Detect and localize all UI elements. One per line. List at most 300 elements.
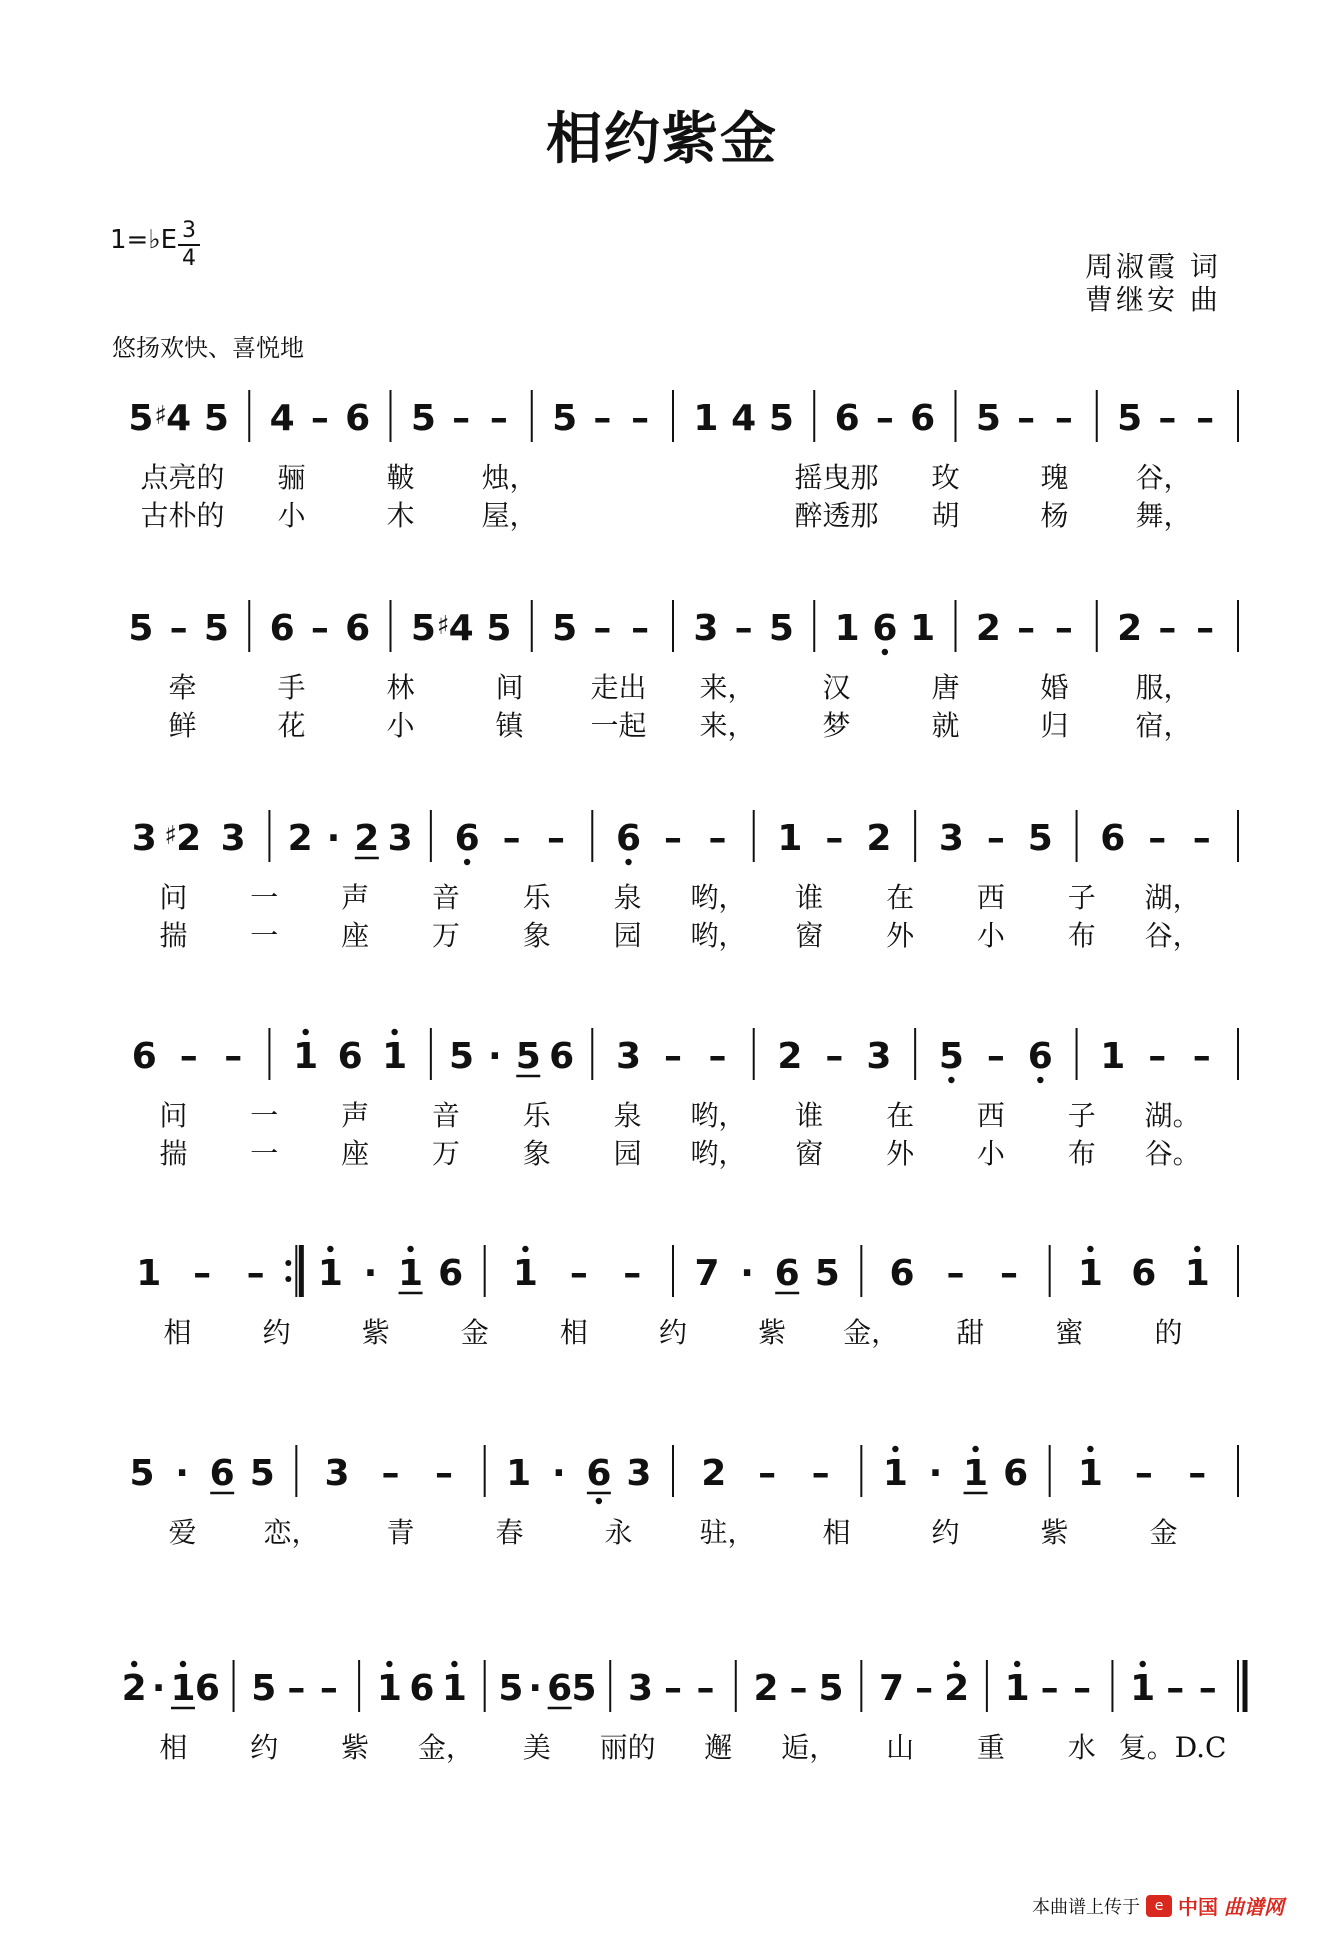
dash-mark: –: [193, 1253, 212, 1294]
lyric-syllable: 杨: [1040, 499, 1069, 532]
note-digit: 6: [209, 1453, 235, 1494]
dot-mark: ·: [551, 1453, 566, 1494]
note-digit: 2: [944, 1668, 970, 1709]
note-digit: 2: [701, 1453, 727, 1494]
lyric-syllable: 乐: [522, 1099, 551, 1132]
lyric-syllable: 泉: [613, 881, 642, 914]
lyric-syllable: 座: [341, 1137, 370, 1170]
lyric-syllable: 骊: [277, 461, 306, 494]
note-digit: 3: [131, 818, 157, 859]
dash-mark: –: [734, 608, 753, 649]
lyric-syllable: 烛，: [481, 461, 538, 494]
sharp-icon: ♯: [164, 821, 178, 851]
lyric-line: [0, 494, 1324, 532]
note-digit: 6: [889, 1253, 915, 1294]
dash-mark: –: [489, 398, 508, 439]
lyric-syllable: 音: [431, 1099, 460, 1132]
note-digit: 6: [454, 818, 480, 859]
lyric-syllable: 归: [1040, 709, 1069, 742]
dash-mark: –: [631, 608, 650, 649]
high-octave-dot: [327, 1246, 333, 1252]
note-digit: 2: [287, 818, 313, 859]
high-octave-dot: [1014, 1661, 1020, 1667]
dash-mark: –: [1054, 608, 1073, 649]
lyric-syllable: 谷，: [1144, 919, 1201, 952]
lyric-syllable: 谁: [795, 1099, 824, 1132]
lyric-syllable: 相: [159, 1731, 188, 1764]
lyric-syllable: 子: [1067, 881, 1096, 914]
note-digit: 5: [449, 1036, 475, 1077]
note-digit: 1: [382, 1036, 408, 1077]
note-digit: 6: [615, 818, 642, 859]
lyric-syllable: 重: [976, 1731, 1005, 1764]
lyric-syllable: 园: [613, 919, 642, 952]
lyric-line: [0, 914, 1324, 952]
dash-mark: –: [1192, 1036, 1211, 1077]
site-footer: [1032, 1891, 1284, 1920]
lyric-syllable: 醉透那: [794, 499, 879, 532]
note-digit: 5: [251, 1668, 277, 1709]
lyric-syllable: 唐: [931, 671, 960, 704]
lyric-syllable: 金，: [417, 1731, 474, 1764]
dash-mark: –: [696, 1668, 715, 1709]
lyric-syllable: 永: [604, 1516, 633, 1549]
note-digit: 1: [963, 1453, 989, 1494]
note-digit: 6: [438, 1253, 464, 1294]
note-digit: 1: [1077, 1253, 1103, 1294]
note-digit: 2: [753, 1668, 779, 1709]
sharp-icon: ♯: [154, 401, 167, 431]
tempo-marking: 悠扬欢快、喜悦地: [112, 334, 304, 362]
dash-mark: –: [547, 818, 566, 859]
note-digit: 3: [627, 1668, 654, 1709]
note-digit: 1: [398, 1253, 424, 1294]
note-digit: 1: [376, 1668, 402, 1709]
lyric-syllable: 梦: [822, 709, 851, 742]
lyric-syllable: 谷。: [1144, 1137, 1201, 1170]
low-octave-dot: [464, 859, 470, 865]
lyric-syllable: 宿，: [1135, 709, 1192, 742]
note-digit: 5: [203, 398, 229, 439]
note-digit: 2: [176, 818, 202, 859]
note-digit: 1: [1184, 1253, 1210, 1294]
note-digit: 6: [547, 1668, 573, 1709]
dash-mark: –: [1054, 398, 1073, 439]
note-digit: 5: [552, 398, 578, 439]
key-signature: 1=♭E: [110, 225, 178, 255]
lyric-syllable: 乐: [522, 881, 551, 914]
note-digit: 5: [486, 608, 512, 649]
note-digit: 1: [317, 1253, 343, 1294]
note-digit: 1: [834, 608, 860, 649]
note-digit: 1: [882, 1453, 908, 1494]
note-digit: 6: [834, 398, 860, 439]
lyric-syllable: 布: [1067, 919, 1096, 952]
note-digit: 2: [777, 1036, 803, 1077]
lyric-syllable: 布: [1067, 1137, 1096, 1170]
dash-mark: –: [1192, 818, 1211, 859]
dash-mark: –: [708, 818, 727, 859]
time-bottom: 4: [182, 246, 196, 271]
dot-mark: ·: [488, 1036, 502, 1077]
note-digit: 6: [131, 1036, 157, 1077]
note-digit: 6: [1131, 1253, 1157, 1294]
note-digit: 1: [1130, 1668, 1156, 1709]
lyric-syllable: 屋，: [481, 499, 538, 532]
high-octave-dot: [391, 1029, 397, 1035]
brand-name-b: 曲谱网: [1224, 1895, 1284, 1919]
note-digit: 6: [586, 1453, 612, 1494]
note-digit: 6: [1027, 1036, 1053, 1077]
dot-mark: ·: [363, 1253, 378, 1294]
lyric-syllable: 园: [613, 1137, 642, 1170]
lyric-syllable: 谁: [795, 881, 824, 914]
dash-mark: –: [758, 1453, 777, 1494]
note-digit: 7: [879, 1668, 905, 1709]
dash-mark: –: [825, 1036, 844, 1077]
dash-mark: –: [664, 818, 682, 859]
lyric-syllable: 春: [495, 1516, 524, 1549]
dash-mark: –: [1134, 1453, 1153, 1494]
high-octave-dot: [1087, 1446, 1093, 1452]
lyric-syllable: 走出: [590, 671, 647, 704]
note-digit: 1: [1077, 1453, 1103, 1494]
lyric-syllable: 牵: [168, 671, 197, 704]
lyric-syllable: 手: [277, 671, 306, 704]
lyric-syllable: 玫: [931, 461, 960, 494]
lyric-syllable: 约: [262, 1316, 291, 1349]
lyric-syllable: 在: [886, 881, 915, 914]
notation-row: [0, 790, 1324, 880]
note-digit: 6: [345, 398, 371, 439]
lyric-syllable: 西: [976, 1099, 1005, 1132]
lyric-syllable: 甜: [956, 1316, 985, 1349]
dot-mark: ·: [175, 1453, 189, 1494]
lyric-syllable: 胡: [931, 499, 960, 532]
lyric-line: [0, 1726, 1324, 1764]
sharp-icon: ♯: [436, 611, 450, 641]
dash-mark: –: [287, 1668, 306, 1709]
lyricist-credit: 周淑霞 词: [1085, 250, 1221, 283]
note-digit: 4: [269, 398, 295, 439]
dash-mark: –: [664, 1668, 682, 1709]
note-digit: 2: [121, 1668, 147, 1709]
dash-mark: –: [1017, 398, 1036, 439]
dash-mark: –: [631, 398, 650, 439]
time-top: 3: [182, 218, 196, 243]
lyric-syllable: 林: [386, 671, 415, 704]
note-digit: 6: [345, 608, 371, 649]
note-digit: 3: [693, 608, 719, 649]
note-digit: 5: [128, 608, 154, 649]
dash-mark: –: [434, 1453, 453, 1494]
lyric-syllable: 就: [931, 709, 960, 742]
lyric-syllable: 爱: [168, 1516, 197, 1549]
lyric-syllable: 点亮的: [140, 461, 225, 494]
lyric-syllable: 驻，: [699, 1516, 756, 1549]
lyric-syllable: 一: [250, 1137, 279, 1170]
lyric-syllable: 哟，: [690, 1137, 747, 1170]
dash-mark: –: [169, 608, 188, 649]
dash-mark: –: [1198, 1668, 1217, 1709]
high-octave-dot: [451, 1661, 457, 1667]
lyric-line: [0, 1132, 1324, 1170]
notation-row: [0, 1425, 1324, 1515]
note-digit: 2: [866, 818, 892, 859]
dash-mark: –: [946, 1253, 965, 1294]
dash-mark: –: [825, 818, 844, 859]
upload-note: 本曲谱上传于: [1032, 1896, 1140, 1918]
lyric-line: [0, 1094, 1324, 1132]
dot-mark: ·: [151, 1668, 166, 1709]
dash-mark: –: [1148, 1036, 1167, 1077]
lyric-syllable: 青: [386, 1516, 415, 1549]
high-octave-dot: [1140, 1661, 1146, 1667]
lyric-syllable: 揣: [159, 1137, 188, 1170]
note-digit: 5: [814, 1253, 840, 1294]
note-digit: 1: [512, 1253, 538, 1294]
lyric-syllable: 来，: [699, 709, 756, 742]
high-octave-dot: [1194, 1246, 1200, 1252]
dash-mark: –: [1158, 608, 1177, 649]
note-digit: 5: [498, 1668, 524, 1709]
lyric-syllable: 水: [1067, 1731, 1096, 1764]
note-digit: 1: [693, 398, 719, 439]
note-digit: 5: [552, 608, 578, 649]
lyric-syllable: 摇曳那: [794, 461, 879, 494]
dot-mark: ·: [326, 818, 341, 859]
lyric-syllable: 湖，: [1144, 881, 1201, 914]
lyric-syllable: 小: [976, 1137, 1005, 1170]
low-octave-dot: [882, 649, 888, 655]
dash-mark: –: [1188, 1453, 1207, 1494]
dash-mark: –: [310, 398, 329, 439]
lyric-syllable: 子: [1067, 1099, 1096, 1132]
lyric-syllable: 泉: [613, 1099, 642, 1132]
note-digit: 2: [354, 818, 380, 859]
lyric-line: [0, 456, 1324, 494]
dash-mark: –: [1040, 1668, 1059, 1709]
lyric-syllable: 一起: [590, 709, 647, 742]
dash-mark: –: [310, 608, 329, 649]
dash-mark: –: [1166, 1668, 1185, 1709]
note-digit: 5: [249, 1453, 275, 1494]
high-octave-dot: [302, 1029, 308, 1035]
note-digit: 6: [269, 608, 295, 649]
note-digit: 5: [1027, 818, 1053, 859]
lyric-syllable: 紫: [361, 1316, 390, 1349]
dash-mark: –: [593, 608, 612, 649]
lyric-syllable: 相: [163, 1316, 192, 1349]
note-digit: 5: [203, 608, 229, 649]
dash-mark: –: [811, 1453, 830, 1494]
site-logo-icon: e: [1146, 1895, 1172, 1917]
high-octave-dot: [1087, 1246, 1093, 1252]
dash-mark: –: [569, 1253, 588, 1294]
dash-mark: –: [1196, 398, 1215, 439]
lyric-syllable: 小: [386, 709, 415, 742]
note-digit: 3: [626, 1453, 652, 1494]
lyric-syllable: 揣: [159, 919, 188, 952]
high-octave-dot: [180, 1661, 186, 1667]
lyric-syllable: 婚: [1040, 671, 1069, 704]
low-octave-dot: [948, 1077, 954, 1083]
note-digit: 3: [615, 1036, 642, 1077]
lyric-syllable: 来，: [699, 671, 756, 704]
note-digit: 1: [293, 1036, 319, 1077]
composer-credit: 曹继安 曲: [1085, 283, 1221, 316]
note-digit: 5: [938, 1036, 964, 1077]
lyric-syllable: 相: [822, 1516, 851, 1549]
lyric-syllable: 在: [886, 1099, 915, 1132]
lyric-syllable: 哟，: [690, 881, 747, 914]
lyric-syllable: 窗: [795, 919, 824, 952]
note-digit: 3: [387, 818, 413, 859]
note-digit: 6: [910, 398, 936, 439]
lyric-syllable: 一: [250, 881, 279, 914]
note-digit: 2: [975, 608, 1001, 649]
lyric-syllable: 象: [522, 1137, 551, 1170]
song-title: 相约紫金: [546, 106, 778, 172]
note-digit: 1: [170, 1668, 196, 1709]
lyric-syllable: 一: [250, 919, 279, 952]
note-digit: 4: [448, 608, 474, 649]
lyric-syllable: 小: [277, 499, 306, 532]
notation-row: [0, 1225, 1324, 1315]
lyric-syllable: 音: [431, 881, 460, 914]
high-octave-dot: [972, 1446, 978, 1452]
note-digit: 4: [731, 398, 757, 439]
lyric-syllable: 约: [931, 1516, 960, 1549]
high-octave-dot: [386, 1661, 392, 1667]
low-octave-dot: [596, 1498, 602, 1504]
lyric-syllable: 间: [495, 671, 524, 704]
lyric-syllable: 汉: [822, 671, 851, 704]
note-digit: 1: [777, 818, 803, 859]
high-octave-dot: [953, 1661, 959, 1667]
note-digit: 5: [129, 1453, 155, 1494]
dash-mark: –: [1073, 1668, 1092, 1709]
lyric-syllable: 万: [431, 1137, 460, 1170]
lyric-syllable: 相: [559, 1316, 588, 1349]
note-digit: 5: [768, 398, 794, 439]
note-digit: 4: [166, 398, 192, 439]
note-digit: 1: [1004, 1668, 1030, 1709]
dash-mark: –: [452, 398, 471, 439]
lyric-syllable: 镇: [495, 709, 524, 742]
note-digit: 3: [324, 1453, 350, 1494]
lyric-syllable: 象: [522, 919, 551, 952]
note-digit: 5: [1117, 398, 1143, 439]
lyric-line: [0, 704, 1324, 742]
high-octave-dot: [522, 1246, 528, 1252]
dash-mark: –: [1158, 398, 1177, 439]
lyric-syllable: 问: [159, 881, 188, 914]
lyric-line: [0, 1511, 1324, 1549]
brand-name-a: 中国: [1178, 1895, 1218, 1919]
lyric-syllable: 西: [976, 881, 1005, 914]
dot-mark: ·: [740, 1253, 754, 1294]
lyric-syllable: 湖。: [1144, 1099, 1201, 1132]
dash-mark: –: [875, 398, 894, 439]
lyric-syllable: 美: [522, 1731, 551, 1764]
note-digit: 5: [410, 608, 436, 649]
repeat-dot: [285, 1276, 291, 1282]
lyric-syllable: 小: [976, 919, 1005, 952]
dash-mark: –: [381, 1453, 400, 1494]
lyric-syllable: 约: [658, 1316, 688, 1349]
dash-mark: –: [502, 818, 521, 859]
lyric-syllable: 鞁: [386, 461, 415, 494]
note-digit: 5: [768, 608, 794, 649]
lyric-syllable: 问: [159, 1099, 188, 1132]
notation-row: [0, 1008, 1324, 1098]
note-digit: 5: [410, 398, 436, 439]
note-digit: 1: [910, 608, 936, 649]
high-octave-dot: [131, 1661, 137, 1667]
dash-mark: –: [1196, 608, 1215, 649]
dash-mark: –: [999, 1253, 1018, 1294]
dash-mark: –: [708, 1036, 727, 1077]
lyric-syllable: 声: [341, 1099, 370, 1132]
dash-mark: –: [1017, 608, 1036, 649]
lyric-line: [0, 1311, 1324, 1349]
lyric-syllable: 紫: [1040, 1516, 1069, 1549]
lyric-syllable: 山: [886, 1731, 915, 1764]
lyric-syllable: 万: [431, 919, 460, 952]
note-digit: 1: [1100, 1036, 1126, 1077]
high-octave-dot: [407, 1246, 413, 1252]
lyric-syllable: 逅，: [781, 1731, 838, 1764]
dot-mark: ·: [528, 1668, 543, 1709]
low-octave-dot: [1037, 1077, 1043, 1083]
note-digit: 6: [1100, 818, 1126, 859]
lyric-syllable: 金: [460, 1316, 489, 1349]
lyric-syllable: 声: [341, 881, 370, 914]
lyric-syllable: 的: [1154, 1316, 1183, 1349]
lyric-syllable: 复。D.C: [1118, 1731, 1227, 1764]
note-digit: 5: [975, 398, 1001, 439]
dash-mark: –: [1148, 818, 1167, 859]
note-digit: 1: [506, 1453, 532, 1494]
lyric-syllable: 恋，: [263, 1516, 320, 1549]
lyric-syllable: 紫: [341, 1731, 370, 1764]
lyric-syllable: 谷，: [1135, 461, 1192, 494]
note-digit: 6: [549, 1036, 575, 1077]
time-signature: [178, 220, 200, 270]
note-digit: 3: [220, 818, 246, 859]
lyric-syllable: 木: [386, 499, 415, 532]
lyric-syllable: 紫: [758, 1316, 787, 1349]
lyric-syllable: 一: [250, 1099, 279, 1132]
dash-mark: –: [986, 818, 1005, 859]
high-octave-dot: [892, 1446, 898, 1452]
notation-row: [0, 580, 1324, 670]
lyric-syllable: 瑰: [1040, 461, 1069, 494]
lyric-syllable: 服，: [1135, 671, 1192, 704]
low-octave-dot: [625, 859, 631, 865]
note-digit: 6: [774, 1253, 800, 1294]
lyric-syllable: 金，: [843, 1316, 900, 1349]
dash-mark: –: [623, 1253, 642, 1294]
note-digit: 6: [1003, 1453, 1029, 1494]
note-digit: 1: [441, 1668, 467, 1709]
dash-mark: –: [179, 1036, 198, 1077]
lyric-syllable: 外: [886, 1137, 915, 1170]
note-digit: 5: [571, 1668, 597, 1709]
lyric-syllable: 鲜: [168, 709, 197, 742]
notation-row: [0, 1640, 1324, 1730]
